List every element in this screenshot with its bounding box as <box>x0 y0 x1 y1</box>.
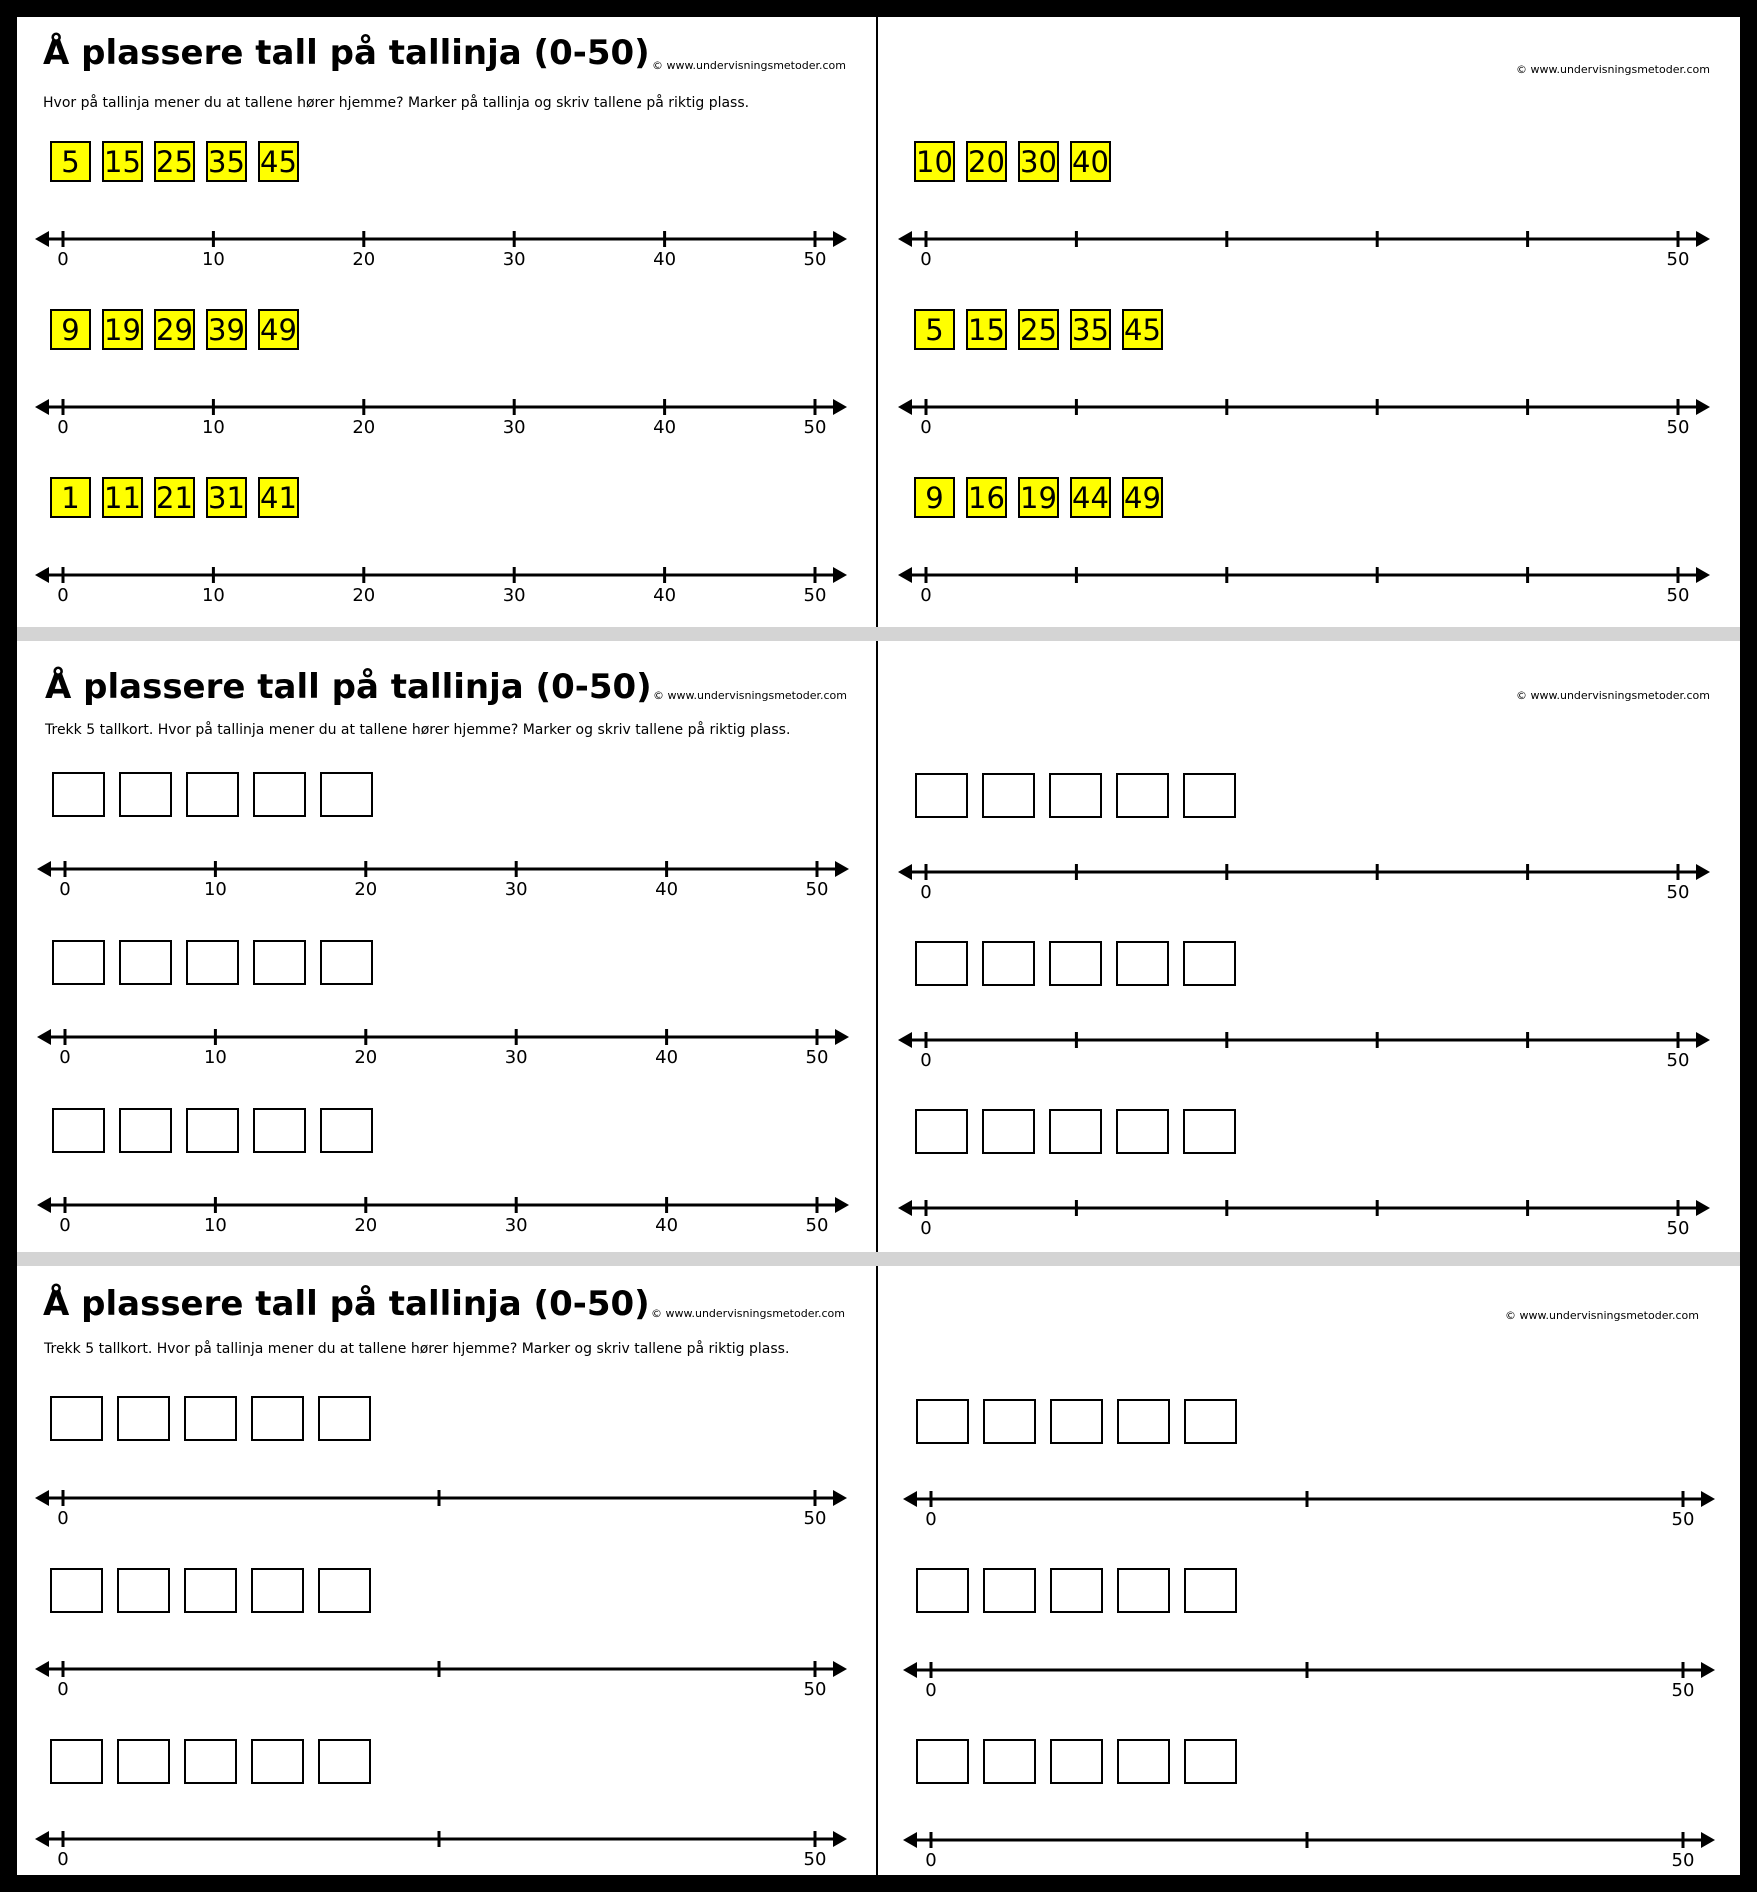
blank-card[interactable] <box>50 1739 103 1784</box>
number-line <box>898 840 1710 903</box>
tick-label: 50 <box>803 249 827 270</box>
tick-label: 50 <box>805 879 829 900</box>
tick-label: 50 <box>803 585 827 606</box>
blank-card[interactable] <box>117 1396 170 1441</box>
number-card: 30 <box>1018 141 1059 182</box>
blank-card[interactable] <box>915 941 968 986</box>
tick-label: 30 <box>504 1047 528 1068</box>
arrow-left-icon <box>35 567 49 583</box>
tick-label: 10 <box>203 1047 227 1068</box>
blank-card[interactable] <box>52 940 105 985</box>
arrow-right-icon <box>1696 1032 1710 1048</box>
tick-label: 30 <box>502 249 526 270</box>
tick-label: 20 <box>354 1047 378 1068</box>
tick-label: 50 <box>803 1849 827 1870</box>
blank-card[interactable] <box>186 1108 239 1153</box>
blank-card[interactable] <box>982 773 1035 818</box>
blank-card[interactable] <box>915 1109 968 1154</box>
tick-label: 0 <box>59 1047 71 1068</box>
copyright: © www.undervisningsmetoder.com <box>653 689 847 702</box>
blank-card[interactable] <box>1050 1568 1103 1613</box>
arrow-left-icon <box>35 231 49 247</box>
arrow-right-icon <box>1701 1832 1715 1848</box>
tick-label: 50 <box>803 417 827 438</box>
arrow-right-icon <box>833 1661 847 1677</box>
tick-label: 50 <box>803 1679 827 1700</box>
number-card: 45 <box>1122 309 1163 350</box>
tick-label: 50 <box>1666 585 1690 606</box>
tick-label: 30 <box>504 1215 528 1236</box>
blank-card[interactable] <box>184 1396 237 1441</box>
number-card: 39 <box>206 309 247 350</box>
tick-label: 50 <box>1671 1850 1695 1871</box>
arrow-left-icon <box>903 1832 917 1848</box>
number-card: 1 <box>50 477 91 518</box>
tick-label: 50 <box>1671 1509 1695 1530</box>
number-line <box>35 375 847 438</box>
tick-label: 50 <box>1671 1680 1695 1701</box>
arrow-left-icon <box>35 1831 49 1847</box>
blank-card[interactable] <box>253 772 306 817</box>
tick-label: 10 <box>201 585 225 606</box>
arrow-right-icon <box>1696 231 1710 247</box>
number-card: 45 <box>258 141 299 182</box>
tick-label: 30 <box>502 417 526 438</box>
number-card: 15 <box>966 309 1007 350</box>
tick-label: 20 <box>352 417 376 438</box>
sheet-separator <box>17 627 1740 641</box>
blank-card[interactable] <box>320 1108 373 1153</box>
blank-card[interactable] <box>186 772 239 817</box>
arrow-right-icon <box>835 861 849 877</box>
copyright: © www.undervisningsmetoder.com <box>651 1307 845 1320</box>
number-card: 40 <box>1070 141 1111 182</box>
blank-card[interactable] <box>119 772 172 817</box>
blank-card[interactable] <box>186 940 239 985</box>
tick-label: 50 <box>1666 1218 1690 1239</box>
sheet-1-right <box>878 17 1740 627</box>
card-row <box>914 141 1111 182</box>
tick-label: 0 <box>57 1508 69 1529</box>
tick-label: 0 <box>920 417 932 438</box>
blank-card[interactable] <box>318 1739 371 1784</box>
blank-card[interactable] <box>1184 1739 1237 1784</box>
sheet-3-left <box>17 1266 876 1875</box>
page-title: Å plassere tall på tallinja (0-50) <box>45 667 652 707</box>
number-card: 20 <box>966 141 1007 182</box>
blank-card[interactable] <box>983 1739 1036 1784</box>
number-line <box>37 837 849 900</box>
page-title: Å plassere tall på tallinja (0-50) <box>43 33 650 73</box>
number-line <box>35 1466 847 1529</box>
number-card: 25 <box>154 141 195 182</box>
blank-card[interactable] <box>52 772 105 817</box>
tick-label: 0 <box>925 1680 937 1701</box>
tick-label: 50 <box>1666 417 1690 438</box>
sheet-separator <box>17 1252 1740 1266</box>
sheet-2-right <box>878 641 1740 1252</box>
blank-card[interactable] <box>1117 1399 1170 1444</box>
number-card: 35 <box>1070 309 1111 350</box>
blank-card[interactable] <box>1117 1568 1170 1613</box>
number-line <box>903 1808 1715 1871</box>
arrow-left-icon <box>898 1200 912 1216</box>
sheet-1-left <box>17 17 876 627</box>
tick-label: 10 <box>203 1215 227 1236</box>
tick-label: 0 <box>920 882 932 903</box>
arrow-left-icon <box>898 567 912 583</box>
blank-card[interactable] <box>119 940 172 985</box>
arrow-left-icon <box>37 1197 51 1213</box>
number-line <box>35 207 847 270</box>
number-card: 5 <box>914 309 955 350</box>
number-card: 49 <box>258 309 299 350</box>
number-line <box>898 375 1710 438</box>
number-card: 9 <box>50 309 91 350</box>
instructions: Trekk 5 tallkort. Hvor på tallinja mener du at tallene hører hjemme? Marker og skriv tallene på riktig plass. <box>44 1341 790 1357</box>
blank-card[interactable] <box>251 1739 304 1784</box>
blank-card[interactable] <box>320 772 373 817</box>
tick-label: 40 <box>653 249 677 270</box>
number-card: 10 <box>914 141 955 182</box>
blank-card-row <box>915 1109 1236 1154</box>
copyright: © www.undervisningsmetoder.com <box>652 59 846 72</box>
number-line <box>898 207 1710 270</box>
number-card: 44 <box>1070 477 1111 518</box>
card-row <box>50 309 299 350</box>
blank-card-row <box>916 1568 1237 1613</box>
tick-label: 0 <box>57 249 69 270</box>
blank-card[interactable] <box>1050 1739 1103 1784</box>
blank-card[interactable] <box>1049 773 1102 818</box>
blank-card-row <box>915 773 1236 818</box>
arrow-right-icon <box>1696 567 1710 583</box>
blank-card[interactable] <box>1116 773 1169 818</box>
arrow-left-icon <box>898 231 912 247</box>
tick-label: 0 <box>920 585 932 606</box>
tick-label: 40 <box>653 585 677 606</box>
blank-card[interactable] <box>916 1568 969 1613</box>
tick-label: 50 <box>1666 249 1690 270</box>
card-row <box>914 477 1163 518</box>
number-card: 19 <box>1018 477 1059 518</box>
tick-label: 50 <box>805 1047 829 1068</box>
card-row <box>914 309 1163 350</box>
blank-card[interactable] <box>1116 1109 1169 1154</box>
tick-label: 0 <box>59 1215 71 1236</box>
blank-card[interactable] <box>184 1568 237 1613</box>
number-card: 5 <box>50 141 91 182</box>
tick-label: 10 <box>203 879 227 900</box>
tick-label: 0 <box>920 249 932 270</box>
tick-label: 50 <box>1666 882 1690 903</box>
tick-label: 10 <box>201 417 225 438</box>
copyright: © www.undervisningsmetoder.com <box>1505 1309 1699 1322</box>
blank-card[interactable] <box>50 1396 103 1441</box>
number-line <box>35 543 847 606</box>
card-row <box>50 141 299 182</box>
blank-card-row <box>915 941 1236 986</box>
tick-label: 40 <box>655 879 679 900</box>
blank-card[interactable] <box>983 1399 1036 1444</box>
blank-card[interactable] <box>1183 1109 1236 1154</box>
number-card: 21 <box>154 477 195 518</box>
number-card: 11 <box>102 477 143 518</box>
number-card: 31 <box>206 477 247 518</box>
tick-label: 50 <box>1666 1050 1690 1071</box>
arrow-right-icon <box>1696 1200 1710 1216</box>
blank-card[interactable] <box>1117 1739 1170 1784</box>
blank-card[interactable] <box>1049 1109 1102 1154</box>
blank-card[interactable] <box>251 1568 304 1613</box>
blank-card[interactable] <box>1049 941 1102 986</box>
number-card: 25 <box>1018 309 1059 350</box>
blank-card[interactable] <box>982 1109 1035 1154</box>
number-card: 41 <box>258 477 299 518</box>
blank-card-row <box>52 1108 373 1153</box>
instructions: Trekk 5 tallkort. Hvor på tallinja mener du at tallene hører hjemme? Marker og skriv tallene på riktig plass. <box>45 722 791 738</box>
tick-label: 0 <box>57 1849 69 1870</box>
arrow-left-icon <box>898 399 912 415</box>
instructions: Hvor på tallinja mener du at tallene hører hjemme? Marker på tallinja og skriv tallene på riktig plass. <box>43 95 750 111</box>
tick-label: 20 <box>352 585 376 606</box>
tick-label: 10 <box>201 249 225 270</box>
tick-label: 20 <box>354 1215 378 1236</box>
blank-card[interactable] <box>251 1396 304 1441</box>
tick-label: 0 <box>57 585 69 606</box>
arrow-right-icon <box>1696 864 1710 880</box>
tick-label: 40 <box>653 417 677 438</box>
blank-card[interactable] <box>1184 1399 1237 1444</box>
number-line <box>35 1807 847 1870</box>
tick-label: 20 <box>352 249 376 270</box>
number-line <box>37 1005 849 1068</box>
arrow-right-icon <box>835 1197 849 1213</box>
tick-label: 50 <box>805 1215 829 1236</box>
tick-label: 0 <box>57 1679 69 1700</box>
number-card: 35 <box>206 141 247 182</box>
number-card: 16 <box>966 477 1007 518</box>
blank-card[interactable] <box>1050 1399 1103 1444</box>
arrow-right-icon <box>833 399 847 415</box>
arrow-left-icon <box>37 1029 51 1045</box>
copyright: © www.undervisningsmetoder.com <box>1516 689 1710 702</box>
blank-card[interactable] <box>983 1568 1036 1613</box>
blank-card[interactable] <box>119 1108 172 1153</box>
blank-card[interactable] <box>318 1396 371 1441</box>
number-card: 29 <box>154 309 195 350</box>
tick-label: 0 <box>59 879 71 900</box>
arrow-right-icon <box>835 1029 849 1045</box>
blank-card-row <box>52 940 373 985</box>
blank-card[interactable] <box>1116 941 1169 986</box>
tick-label: 0 <box>925 1850 937 1871</box>
arrow-right-icon <box>1701 1491 1715 1507</box>
sheet-2-left <box>17 641 876 1252</box>
arrow-left-icon <box>35 399 49 415</box>
blank-card[interactable] <box>1183 773 1236 818</box>
tick-label: 50 <box>803 1508 827 1529</box>
tick-label: 20 <box>354 879 378 900</box>
blank-card-row <box>50 1739 371 1784</box>
number-line <box>35 1637 847 1700</box>
blank-card[interactable] <box>50 1568 103 1613</box>
blank-card[interactable] <box>916 1399 969 1444</box>
blank-card-row <box>52 772 373 817</box>
arrow-left-icon <box>898 864 912 880</box>
blank-card-row <box>916 1739 1237 1784</box>
tick-label: 30 <box>504 879 528 900</box>
arrow-right-icon <box>833 231 847 247</box>
number-line <box>37 1173 849 1236</box>
blank-card[interactable] <box>320 940 373 985</box>
arrow-right-icon <box>833 1831 847 1847</box>
page-title: Å plassere tall på tallinja (0-50) <box>43 1284 650 1324</box>
blank-card[interactable] <box>916 1739 969 1784</box>
number-line <box>898 543 1710 606</box>
tick-label: 40 <box>655 1215 679 1236</box>
number-line <box>898 1176 1710 1239</box>
arrow-left-icon <box>898 1032 912 1048</box>
tick-label: 0 <box>920 1050 932 1071</box>
number-line <box>903 1638 1715 1701</box>
tick-label: 0 <box>925 1509 937 1530</box>
blank-card-row <box>916 1399 1237 1444</box>
blank-card[interactable] <box>1183 941 1236 986</box>
tick-label: 40 <box>655 1047 679 1068</box>
tick-label: 30 <box>502 585 526 606</box>
arrow-right-icon <box>1701 1662 1715 1678</box>
arrow-left-icon <box>35 1661 49 1677</box>
number-card: 19 <box>102 309 143 350</box>
arrow-left-icon <box>37 861 51 877</box>
number-card: 15 <box>102 141 143 182</box>
number-card: 49 <box>1122 477 1163 518</box>
blank-card[interactable] <box>982 941 1035 986</box>
card-row <box>50 477 299 518</box>
arrow-left-icon <box>35 1490 49 1506</box>
arrow-right-icon <box>1696 399 1710 415</box>
number-card: 9 <box>914 477 955 518</box>
blank-card[interactable] <box>117 1568 170 1613</box>
blank-card[interactable] <box>253 940 306 985</box>
number-line <box>898 1008 1710 1071</box>
blank-card-row <box>50 1396 371 1441</box>
blank-card[interactable] <box>117 1739 170 1784</box>
arrow-left-icon <box>903 1662 917 1678</box>
blank-card[interactable] <box>1184 1568 1237 1613</box>
arrow-right-icon <box>833 1490 847 1506</box>
arrow-left-icon <box>903 1491 917 1507</box>
blank-card[interactable] <box>318 1568 371 1613</box>
blank-card[interactable] <box>253 1108 306 1153</box>
tick-label: 0 <box>920 1218 932 1239</box>
arrow-right-icon <box>833 567 847 583</box>
copyright: © www.undervisningsmetoder.com <box>1516 63 1710 76</box>
blank-card-row <box>50 1568 371 1613</box>
tick-label: 0 <box>57 417 69 438</box>
number-line <box>903 1467 1715 1530</box>
blank-card[interactable] <box>184 1739 237 1784</box>
blank-card[interactable] <box>915 773 968 818</box>
blank-card[interactable] <box>52 1108 105 1153</box>
sheet-3-right <box>878 1266 1740 1875</box>
